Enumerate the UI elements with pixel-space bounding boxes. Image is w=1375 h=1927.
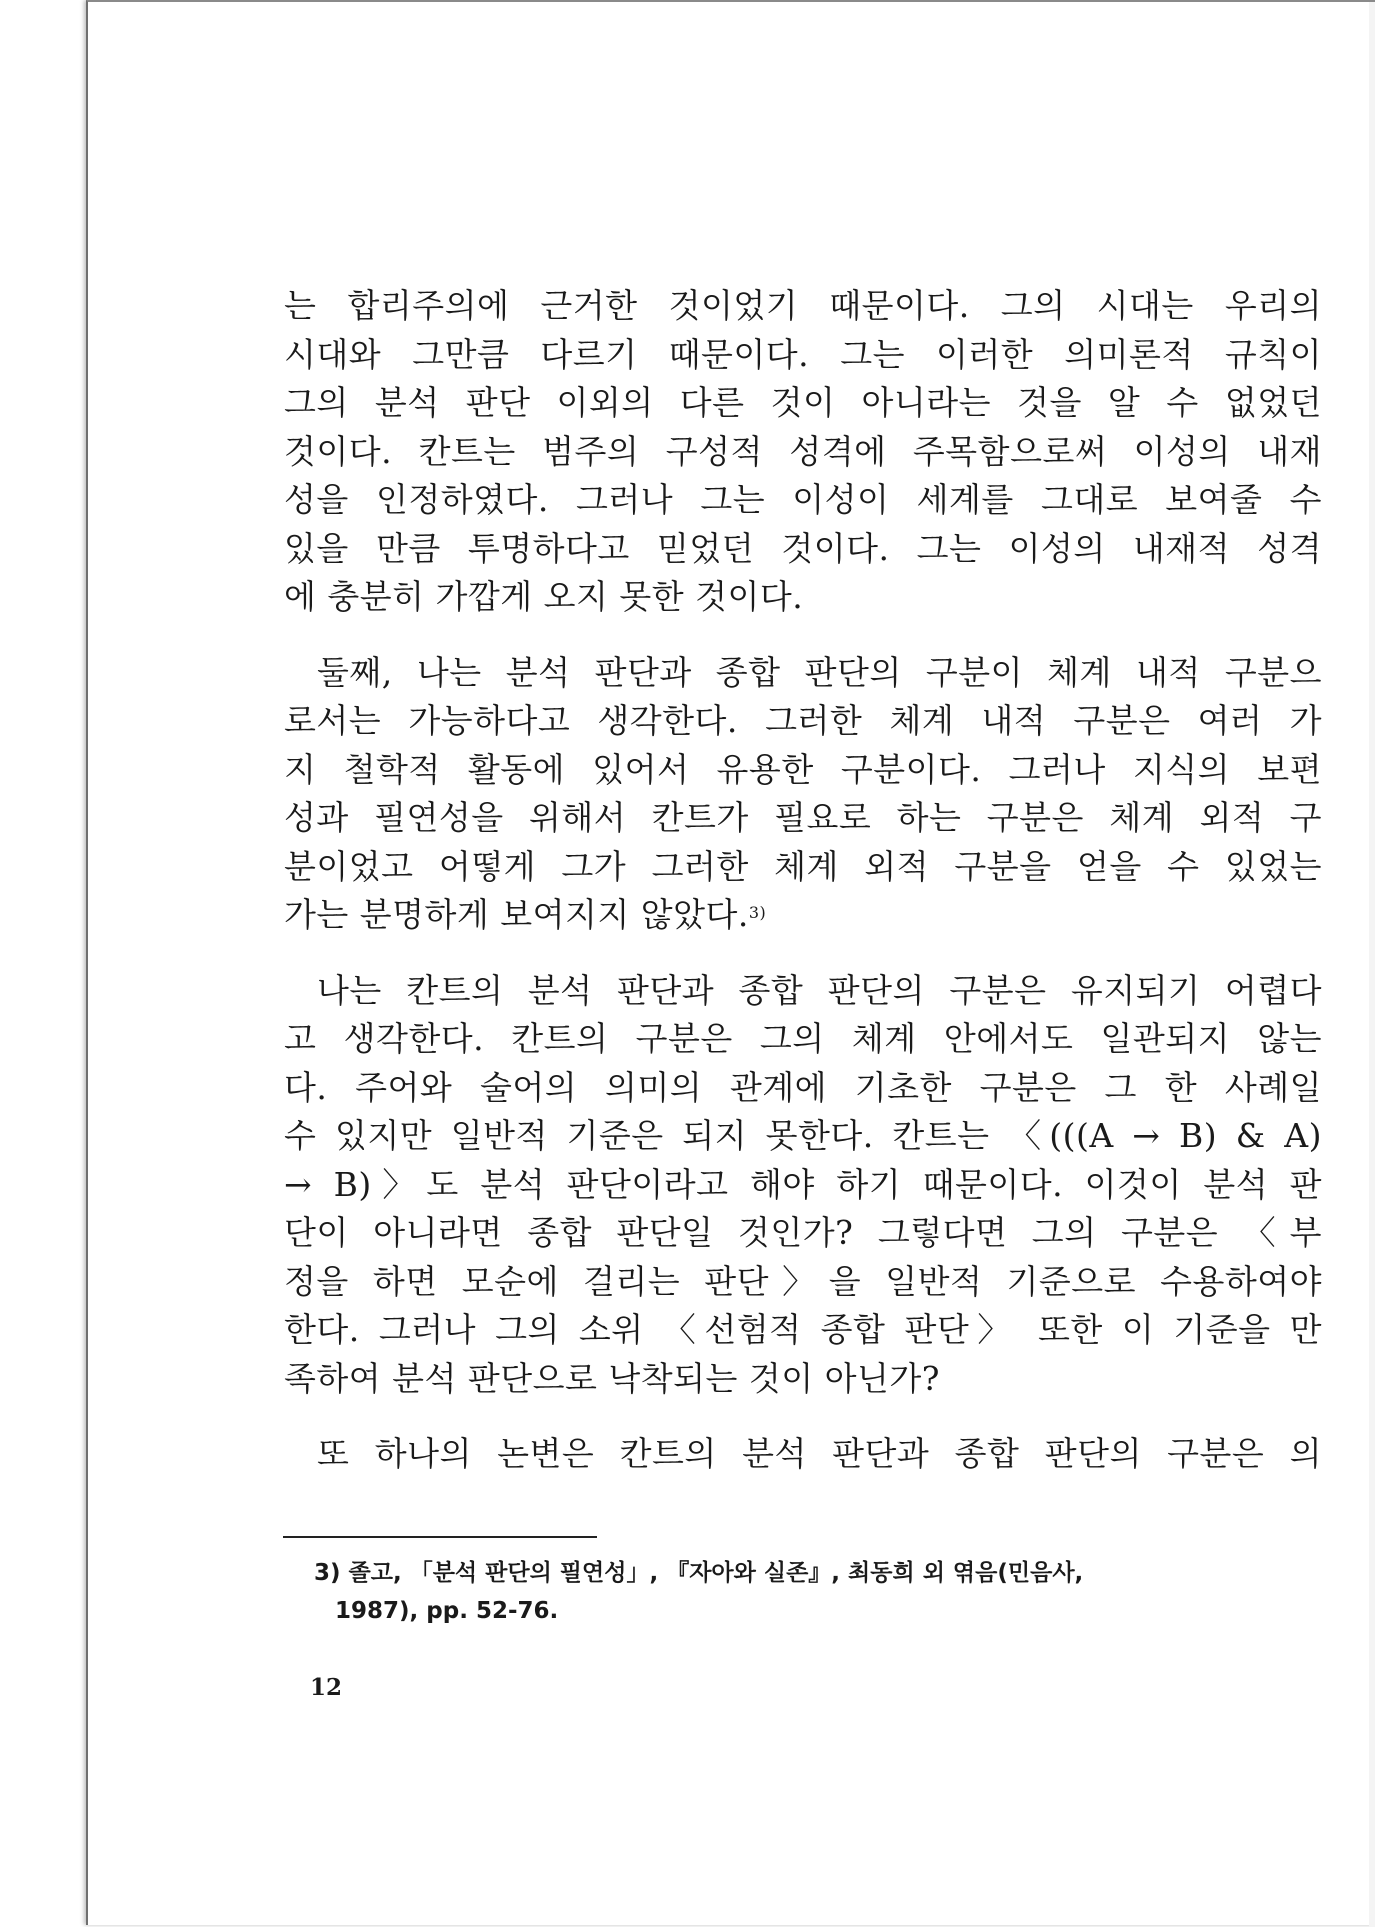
text-line: 수 있지만 일반적 기준은 되지 못한다. 칸트는 〈(((A → B) & A) bbox=[284, 1116, 1322, 1155]
text-line: 다. 주어와 술어의 의미의 관계에 기초한 구분은 그 한 사례일 bbox=[284, 1067, 1322, 1107]
text-line: 또 하나의 논변은 칸트의 분석 판단과 종합 판단의 구분은 의 bbox=[317, 1434, 1322, 1473]
text-line: 족하여 분석 판단으로 낙착되는 것이 아닌가? bbox=[284, 1358, 940, 1398]
text-line: 나는 칸트의 분석 판단과 종합 판단의 구분은 유지되기 어렵다 bbox=[317, 970, 1322, 1010]
text-line: → B)〉도 분석 판단이라고 해야 하기 때문이다. 이것이 분석 판 bbox=[284, 1164, 1322, 1204]
text-line: 가는 분명하게 보여지지 않았다. bbox=[284, 895, 749, 934]
text-line: 둘째, 나는 분석 판단과 종합 판단의 구분이 체계 내적 구분으 bbox=[317, 652, 1322, 692]
paragraph-2 bbox=[284, 649, 1322, 940]
footnote-line: 1987), pp. 52-76. bbox=[335, 1598, 559, 1624]
text-line: 그의 분석 판단 이외의 다른 것이 아니라는 것을 알 수 없었던 bbox=[284, 383, 1322, 422]
text-line: 분이었고 어떻게 그가 그러한 체계 외적 구분을 얻을 수 있었는 bbox=[284, 846, 1322, 886]
paragraph-1 bbox=[284, 282, 1322, 622]
page-edge bbox=[1369, 2, 1375, 1927]
text-line: 는 합리주의에 근거한 것이었기 때문이다. 그의 시대는 우리의 bbox=[284, 286, 1322, 325]
paragraph-3 bbox=[284, 967, 1322, 1404]
text-line: 로서는 가능하다고 생각한다. 그러한 체계 내적 구분은 여러 가 bbox=[284, 701, 1322, 740]
text-line: 성과 필연성을 위해서 칸트가 필요로 하는 구분은 체계 외적 구 bbox=[284, 798, 1322, 837]
text-line: 에 충분히 가깝게 오지 못한 것이다. bbox=[284, 577, 804, 616]
paragraph-4 bbox=[284, 1430, 1322, 1479]
footnote-reference: 3) bbox=[748, 903, 767, 922]
page-number: 12 bbox=[310, 1674, 343, 1701]
footnote-divider bbox=[283, 1536, 597, 1538]
book-page bbox=[86, 0, 1375, 1925]
body-text bbox=[284, 282, 1322, 1506]
text-line: 것이다. 칸트는 범주의 구성적 성격에 주목함으로써 이성의 내재 bbox=[284, 431, 1322, 471]
text-line: 성을 인정하였다. 그러나 그는 이성이 세계를 그대로 보여줄 수 bbox=[284, 480, 1322, 519]
text-line: 단이 아니라면 종합 판단일 것인가? 그렇다면 그의 구분은 〈부 bbox=[284, 1213, 1322, 1252]
text-line-with-footnote bbox=[284, 891, 1322, 940]
text-line: 지 철학적 활동에 있어서 유용한 구분이다. 그러나 지식의 보편 bbox=[284, 749, 1322, 789]
text-line: 시대와 그만큼 다르기 때문이다. 그는 이러한 의미론적 규칙이 bbox=[284, 334, 1322, 374]
text-line: 있을 만큼 투명하다고 믿었던 것이다. 그는 이성의 내재적 성격 bbox=[284, 528, 1322, 568]
text-line: 고 생각한다. 칸트의 구분은 그의 체계 안에서도 일관되지 않는 bbox=[284, 1019, 1322, 1058]
footnote bbox=[314, 1554, 1234, 1630]
footnote-line: 3) 졸고, 「분석 판단의 필연성」, 『자아와 실존』, 최동희 외 엮음(민음사, bbox=[314, 1560, 1084, 1586]
text-line: 정을 하면 모순에 걸리는 판단〉을 일반적 기준으로 수용하여야 bbox=[284, 1261, 1322, 1301]
text-line: 한다. 그러나 그의 소위 〈선험적 종합 판단〉 또한 이 기준을 만 bbox=[284, 1310, 1322, 1349]
